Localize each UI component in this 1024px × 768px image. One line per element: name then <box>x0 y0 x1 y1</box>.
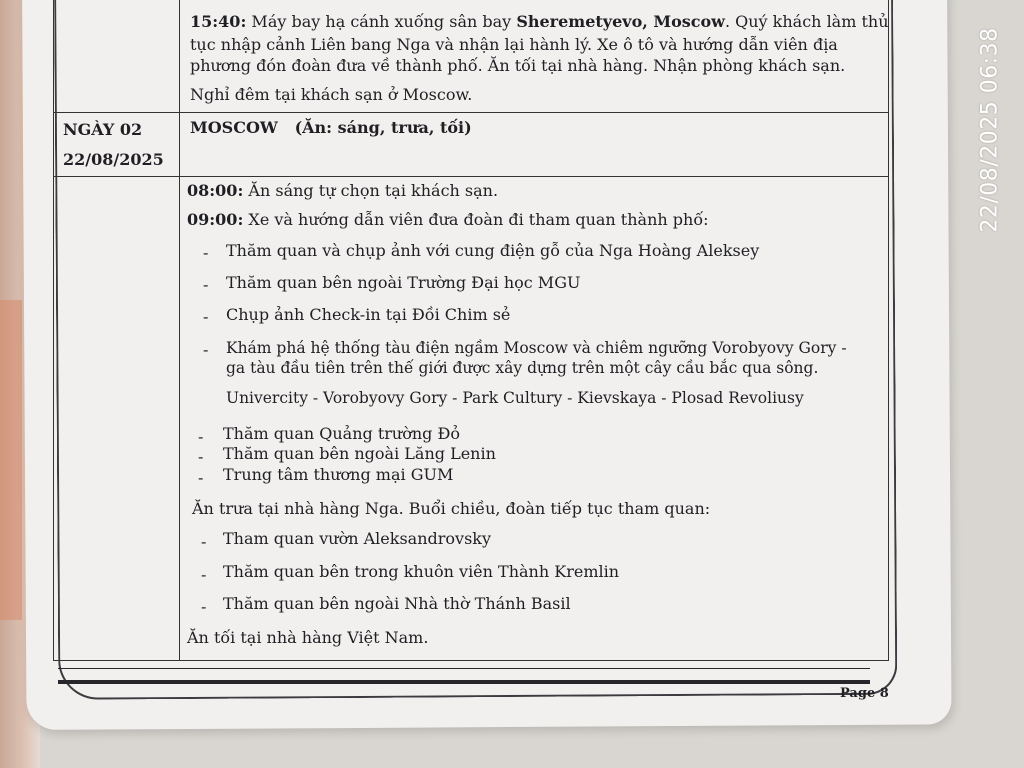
page-number: Page 8 <box>840 686 889 701</box>
bullet-dash: - <box>198 427 204 446</box>
row-divider <box>54 176 888 177</box>
list-item: Tham quan vườn Aleksandrovsky <box>223 529 492 548</box>
bullet-dash: - <box>198 468 204 487</box>
bullet-dash: - <box>198 447 204 466</box>
tour-time: 09:00: <box>187 210 244 229</box>
list-item: Thăm quan và chụp ảnh với cung điện gỗ của Nga Hoàng Aleksey <box>226 241 760 260</box>
bullet-dash: - <box>203 307 209 326</box>
day-date: 22/08/2025 <box>63 150 164 169</box>
day-title <box>190 118 472 138</box>
list-item-line-2: ga tàu đầu tiên trên thế giới được xây dựng trên một cây cầu bắc qua sông. <box>226 359 819 377</box>
meals-info: (Ăn: sáng, trưa, tối) <box>294 118 472 137</box>
day-label: NGÀY 02 <box>63 120 143 139</box>
city-name: MOSCOW <box>190 118 278 137</box>
footer-rule-thick <box>58 680 870 684</box>
metro-route: Univercity - Vorobyovy Gory - Park Cultury - Kievskaya - Plosad Revoliusy <box>226 389 804 407</box>
footer-rule-thin <box>58 668 870 669</box>
overnight-note: Nghỉ đêm tại khách sạn ở Moscow. <box>190 85 473 104</box>
bullet-dash: - <box>203 275 209 294</box>
bullet-dash: - <box>201 565 207 584</box>
arrival-text-end: . Quý khách làm thủ <box>724 12 889 31</box>
list-item: Thăm quan bên ngoài Trường Đại học MGU <box>226 273 581 292</box>
arrival-line-1 <box>190 12 889 32</box>
list-item: Thăm quan bên ngoài Lăng Lenin <box>223 444 496 463</box>
bullet-dash: - <box>203 340 209 359</box>
lunch-line: Ăn trưa tại nhà hàng Nga. Buổi chiều, đoàn tiếp tục tham quan: <box>192 499 711 518</box>
timestamp-overlay <box>960 27 1020 233</box>
bullet-dash: - <box>201 597 207 616</box>
dinner-line: Ăn tối tại nhà hàng Việt Nam. <box>187 628 429 647</box>
row-divider <box>54 112 888 113</box>
tour-line <box>187 210 709 230</box>
airport-name: Sheremetyevo, Moscow <box>516 12 725 31</box>
timestamp-text: 22/08/2025 06:38 <box>977 27 1003 233</box>
list-item: Chụp ảnh Check-in tại Đồi Chim sẻ <box>226 305 511 324</box>
arrival-line-2: tục nhập cảnh Liên bang Nga và nhận lại hành lý. Xe ô tô và hướng dẫn viên địa <box>190 35 838 54</box>
list-item: Thăm quan bên ngoài Nhà thờ Thánh Basil <box>223 594 571 613</box>
tour-text: Xe và hướng dẫn viên đưa đoàn đi tham quan thành phố: <box>243 210 709 229</box>
list-item-line-1: Khám phá hệ thống tàu điện ngầm Moscow và chiêm ngưỡng Vorobyovy Gory - <box>226 339 847 357</box>
arrival-time: 15:40: <box>190 12 247 31</box>
list-item: Trung tâm thương mại GUM <box>223 465 454 484</box>
column-divider <box>179 0 180 660</box>
breakfast-text: Ăn sáng tự chọn tại khách sạn. <box>243 181 499 200</box>
bullet-dash: - <box>201 532 207 551</box>
background-object <box>0 300 22 620</box>
breakfast-line <box>187 181 498 201</box>
arrival-line-3: phương đón đoàn đưa về thành phố. Ăn tối tại nhà hàng. Nhận phòng khách sạn. <box>190 56 846 75</box>
list-item: Thăm quan bên trong khuôn viên Thành Kremlin <box>223 562 620 581</box>
list-item: Thăm quan Quảng trường Đỏ <box>223 424 461 443</box>
arrival-text: Máy bay hạ cánh xuống sân bay <box>246 12 517 31</box>
bullet-dash: - <box>203 243 209 262</box>
breakfast-time: 08:00: <box>187 181 244 200</box>
